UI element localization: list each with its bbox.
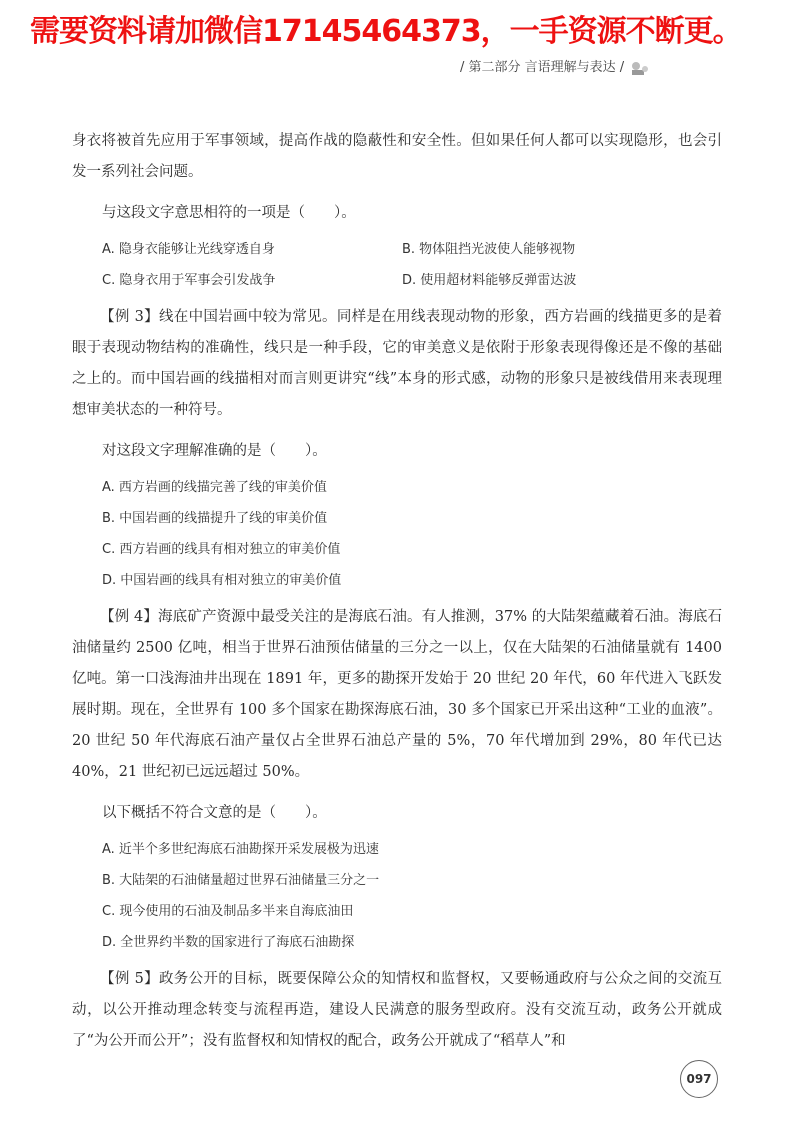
option-a: A. 西方岩画的线描完善了线的审美价值 — [102, 480, 327, 495]
section-title: / 第二部分 言语理解与表达 / — [460, 60, 625, 75]
option-d: D. 全世界约半数的国家进行了海底石油勘探 — [102, 935, 355, 950]
option-d: D. 中国岩画的线具有相对独立的审美价值 — [102, 573, 342, 588]
question-1: 与这段文字意思相符的一项是（ ）。 — [102, 205, 356, 221]
option-c: C. 现今使用的石油及制品多半来自海底油田 — [102, 904, 354, 919]
example-4-paragraph: 【例 4】海底矿产资源中最受关注的是海底石油。有人推测，37% 的大陆架蕴藏着石油。海底石油储量约 2500 亿吨，相当于世界石油预估储量的三分之一以上，仅在大陆架的石油储量就有 1400 亿吨。第一口浅海油井出现在 1891 年，更多的勘探开发始于 20 世纪 20 年代，60 年代进入飞跃发展时期。现在，全世界有 100 多个国家在勘探海底石油，30 多个国家已开采出这种“工业的血液”。20 世纪 50 年代海底石油产量仅占全世界石油总产量的 5%，70 年代增加到 29%，80 年代已达 40%，21 世纪初已远远超过 50%。 — [72, 609, 722, 780]
options-2 — [102, 472, 722, 596]
option-c: C. 隐身衣用于军事会引发战争 — [102, 273, 276, 288]
option-b: B. 中国岩画的线描提升了线的审美价值 — [102, 511, 328, 526]
paragraph-continued: 身衣将被首先应用于军事领域，提高作战的隐蔽性和安全性。但如果任何人都可以实现隐形，也会引发一系列社会问题。 — [72, 133, 722, 180]
options-3 — [102, 834, 722, 958]
cartoon-figure-icon — [628, 60, 650, 76]
option-b: B. 大陆架的石油储量超过世界石油储量三分之一 — [102, 873, 380, 888]
page-number: 097 — [680, 1060, 718, 1098]
watermark-banner: 需要资料请加微信17145464373，一手资源不断更。 — [30, 14, 742, 49]
question-3: 以下概括不符合文意的是（ ）。 — [102, 805, 327, 821]
option-a: A. 隐身衣能够让光线穿透自身 — [102, 242, 275, 257]
question-2: 对这段文字理解准确的是（ ）。 — [102, 443, 327, 459]
example-3-paragraph: 【例 3】线在中国岩画中较为常见。同样是在用线表现动物的形象，西方岩画的线描更多的是着眼于表现动物结构的准确性，线只是一种手段，它的审美意义是依附于形象表现得像还是不像的基础之上的。而中国岩画的线描相对而言则更讲究“线”本身的形式感，动物的形象只是被线借用来表现理想审美状态的一种符号。 — [72, 309, 722, 418]
page-content — [72, 126, 722, 1067]
option-a: A. 近半个多世纪海底石油勘探开采发展极为迅速 — [102, 842, 379, 857]
option-c: C. 西方岩画的线具有相对独立的审美价值 — [102, 542, 341, 557]
section-header — [460, 56, 760, 76]
example-5-paragraph: 【例 5】政务公开的目标，既要保障公众的知情权和监督权，又要畅通政府与公众之间的交流互动，以公开推动理念转变与流程再造，建设人民满意的服务型政府。没有交流互动，政务公开就成了“为公开而公开”；没有监督权和知情权的配合，政务公开就成了“稻草人”和 — [72, 971, 722, 1049]
option-d: D. 使用超材料能够反弹雷达波 — [402, 273, 577, 288]
option-b: B. 物体阻挡光波使人能够视物 — [402, 242, 576, 257]
options-1 — [102, 234, 722, 296]
